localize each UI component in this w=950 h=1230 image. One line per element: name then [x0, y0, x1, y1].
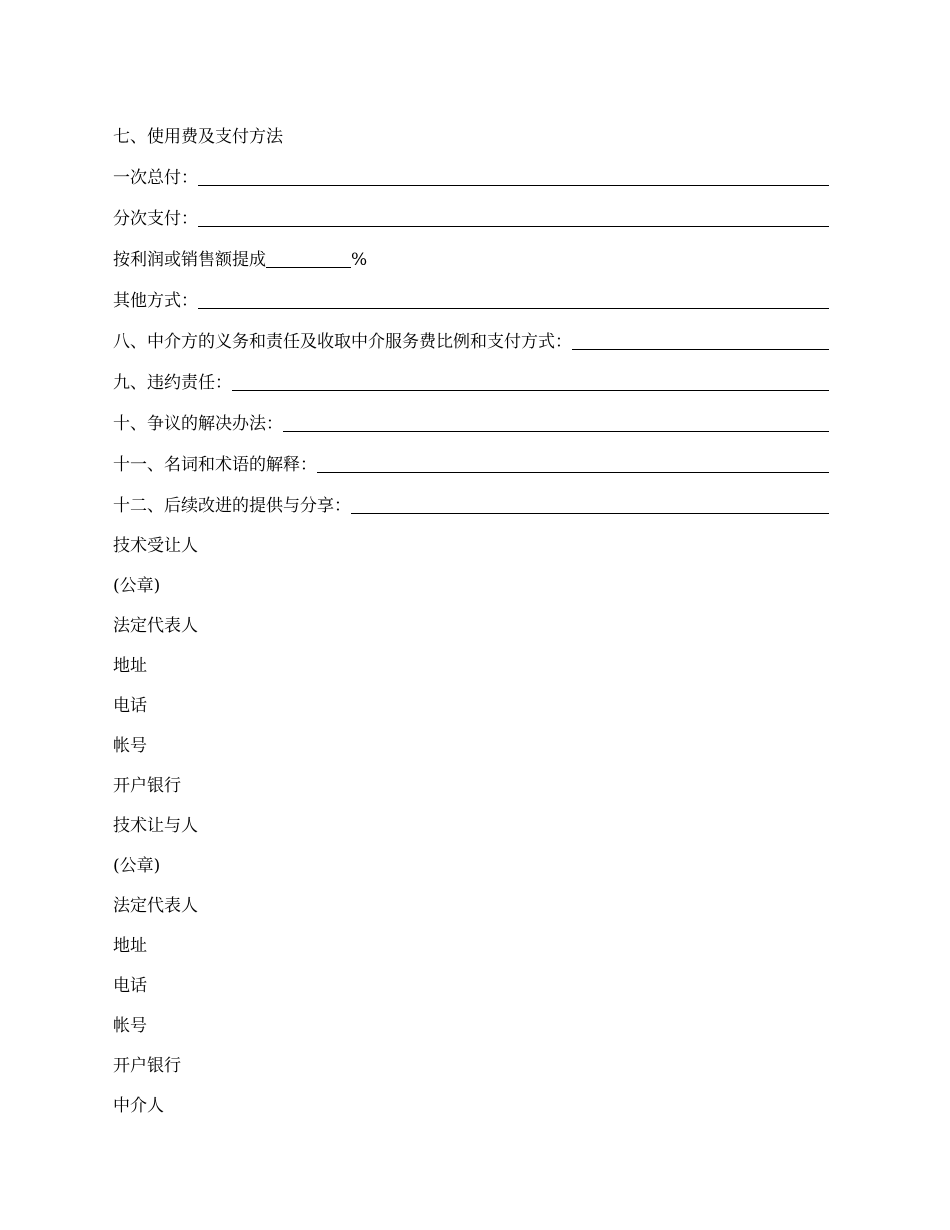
transferee-account — [113, 718, 829, 758]
section-11-row — [113, 436, 829, 477]
section-12-blank[interactable] — [351, 495, 829, 514]
section-10-label: 十、争议的解决办法： — [113, 414, 283, 434]
royalty-row — [113, 231, 829, 272]
section-9-label: 九、违约责任： — [113, 373, 232, 393]
lump-sum-label: 一次总付： — [113, 168, 198, 188]
transferee-seal — [113, 558, 829, 598]
transferor-account-text: 帐号 — [113, 1016, 147, 1036]
transferor-address — [113, 918, 829, 958]
transferee-account-text: 帐号 — [113, 736, 147, 756]
intermediary-title-text: 中介人 — [113, 1096, 164, 1116]
transferor-legal-rep — [113, 878, 829, 918]
installment-label: 分次支付： — [113, 209, 198, 229]
royalty-label: 按利润或销售额提成 — [113, 250, 266, 270]
transferor-bank — [113, 1038, 829, 1078]
transferor-bank-text: 开户银行 — [113, 1056, 181, 1076]
transferee-bank — [113, 758, 829, 798]
transferor-phone — [113, 958, 829, 998]
section-12-label: 十二、后续改进的提供与分享： — [113, 496, 351, 516]
section-10-row — [113, 395, 829, 436]
section-10-blank[interactable] — [283, 413, 829, 432]
transferee-phone — [113, 678, 829, 718]
other-method-label: 其他方式： — [113, 291, 198, 311]
section-9-row — [113, 354, 829, 395]
transferee-title-text: 技术受让人 — [113, 536, 198, 556]
installment-row — [113, 190, 829, 231]
section-8-blank[interactable] — [572, 331, 829, 350]
section-11-label: 十一、名词和术语的解释： — [113, 455, 317, 475]
transferee-title — [113, 518, 829, 558]
transferor-seal — [113, 838, 829, 878]
transferee-address — [113, 638, 829, 678]
transferee-address-text: 地址 — [113, 656, 147, 676]
section-7-heading — [113, 108, 829, 149]
transferor-phone-text: 电话 — [113, 976, 147, 996]
transferee-phone-text: 电话 — [113, 696, 147, 716]
transferee-legal-rep-text: 法定代表人 — [113, 616, 198, 636]
other-method-blank[interactable] — [198, 290, 829, 309]
contract-page — [113, 108, 829, 1118]
royalty-percent-blank[interactable] — [266, 249, 351, 268]
royalty-unit: % — [351, 250, 368, 270]
installment-blank[interactable] — [198, 208, 829, 227]
transferor-account — [113, 998, 829, 1038]
transferee-bank-text: 开户银行 — [113, 776, 181, 796]
other-method-row — [113, 272, 829, 313]
lump-sum-row — [113, 149, 829, 190]
lump-sum-blank[interactable] — [198, 167, 829, 186]
transferee-legal-rep — [113, 598, 829, 638]
section-8-row — [113, 313, 829, 354]
section-9-blank[interactable] — [232, 372, 829, 391]
section-11-blank[interactable] — [317, 454, 829, 473]
transferor-title-text: 技术让与人 — [113, 816, 198, 836]
transferor-legal-rep-text: 法定代表人 — [113, 896, 198, 916]
transferor-seal-text: (公章) — [113, 856, 161, 876]
section-12-row — [113, 477, 829, 518]
transferor-title — [113, 798, 829, 838]
transferor-address-text: 地址 — [113, 936, 147, 956]
section-8-label: 八、中介方的义务和责任及收取中介服务费比例和支付方式： — [113, 332, 572, 352]
transferee-seal-text: (公章) — [113, 576, 161, 596]
intermediary-title — [113, 1078, 829, 1118]
section-7-heading-text: 七、使用费及支付方法 — [113, 127, 283, 147]
